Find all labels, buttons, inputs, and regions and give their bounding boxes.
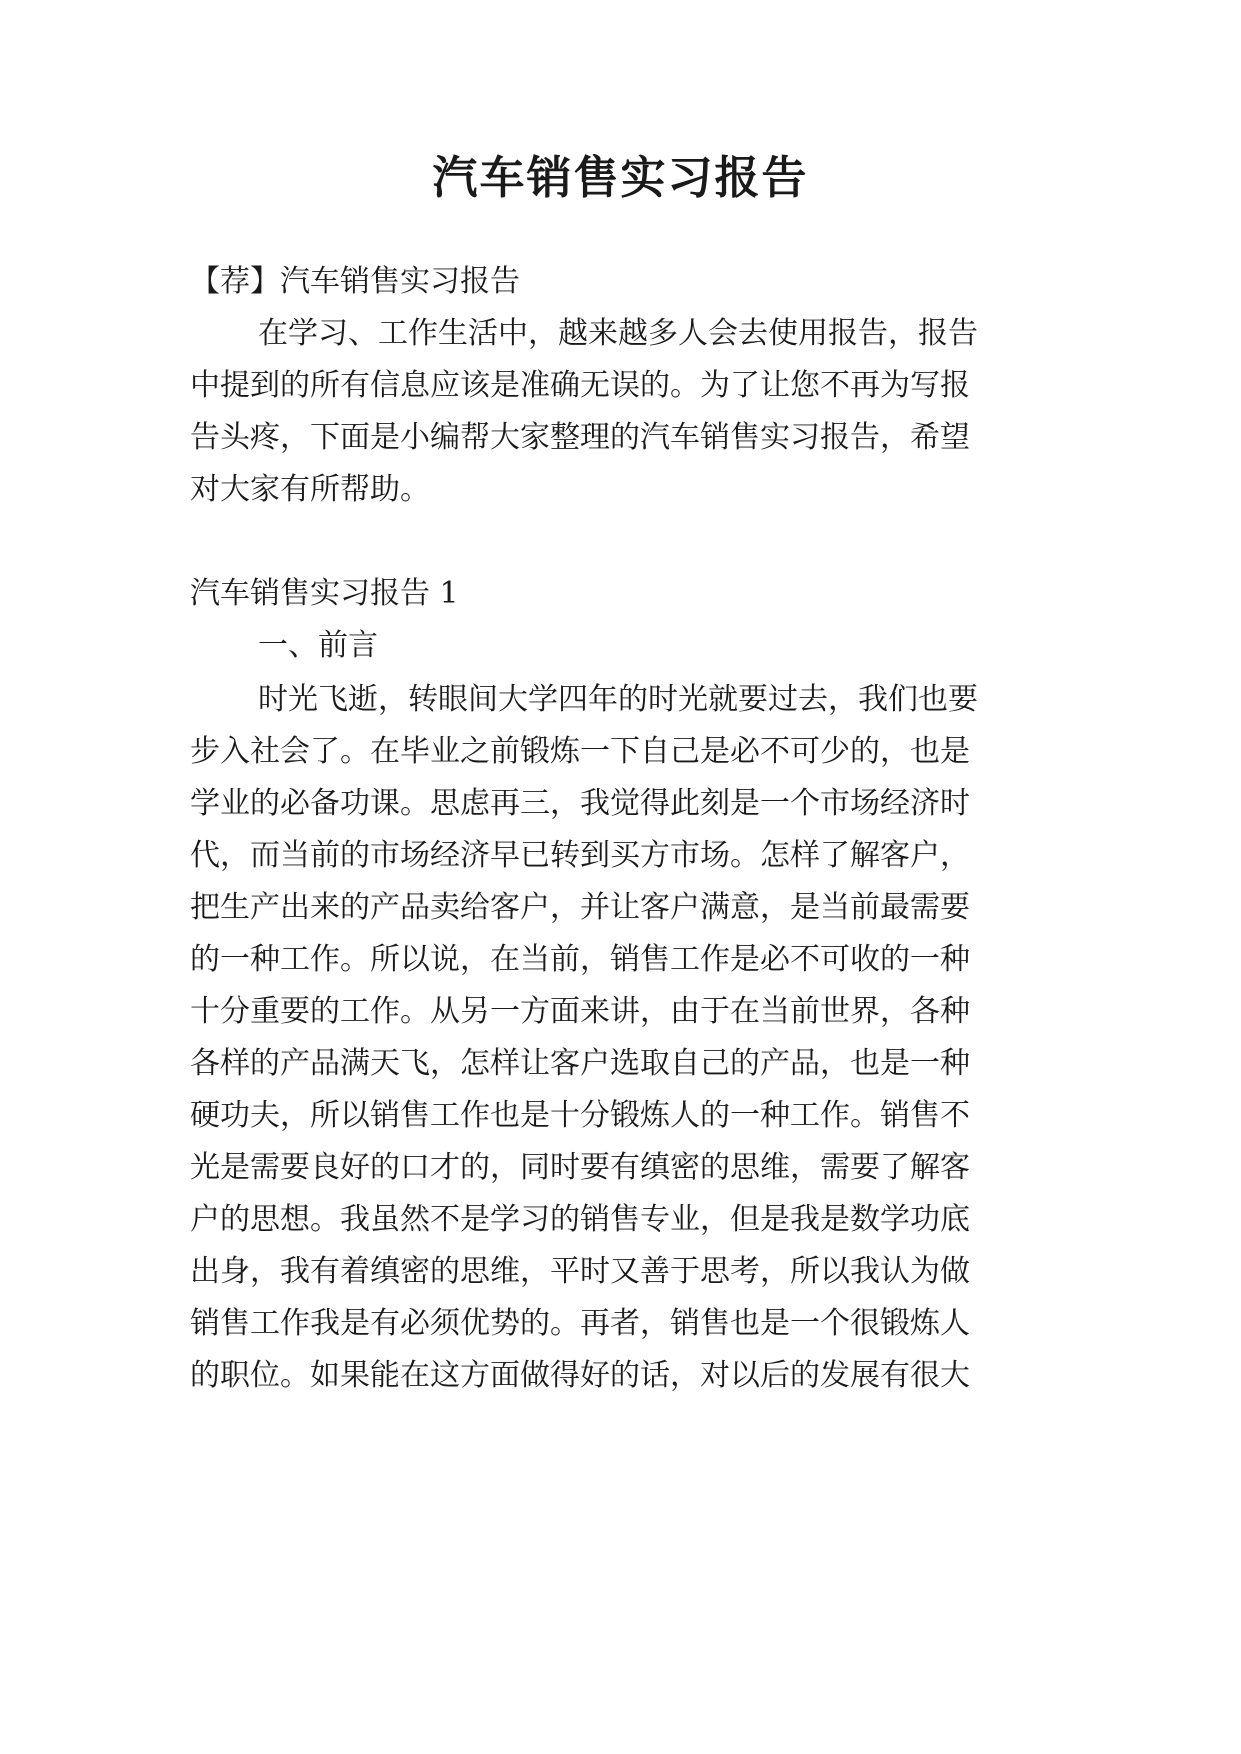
body-line-4: 代，而当前的市场经济早已转到买方市场。怎样了解客户， [190,838,970,873]
intro-line-1: 在学习、工作生活中，越来越多人会去使用报告，报告 [258,316,978,351]
body-line-10: 光是需要良好的口才的，同时要有缜密的思维，需要了解客 [190,1150,970,1185]
body-line-9: 硬功夫，所以销售工作也是十分锻炼人的一种工作。销售不 [190,1098,970,1133]
intro-line-3: 告头疼，下面是小编帮大家整理的汽车销售实习报告，希望 [190,420,970,455]
body-line-12: 出身，我有着缜密的思维，平时又善于思考，所以我认为做 [190,1254,970,1289]
body-line-2: 步入社会了。在毕业之前锻炼一下自己是必不可少的，也是 [190,734,970,769]
body-line-8: 各样的产品满天飞，怎样让客户选取自己的产品，也是一种 [190,1046,970,1081]
section-heading: 汽车销售实习报告 1 [190,576,459,611]
body-line-5: 把生产出来的产品卖给客户，并让客户满意，是当前最需要 [190,890,970,925]
body-line-11: 户的思想。我虽然不是学习的销售专业，但是我是数学功底 [190,1202,970,1237]
body-line-6: 的一种工作。所以说，在当前，销售工作是必不可收的一种 [190,942,970,977]
intro-line-4: 对大家有所帮助。 [190,472,430,507]
body-line-14: 的职位。如果能在这方面做得好的话，对以后的发展有很大 [190,1358,970,1393]
document-title: 汽车销售实习报告 [432,151,809,204]
body-line-1: 时光飞逝，转眼间大学四年的时光就要过去，我们也要 [258,682,978,717]
body-line-7: 十分重要的工作。从另一方面来讲，由于在当前世界，各种 [190,994,970,1029]
subheading: 一、前言 [258,628,378,663]
intro-line-2: 中提到的所有信息应该是准确无误的。为了让您不再为写报 [190,368,970,403]
body-line-3: 学业的必备功课。思虑再三，我觉得此刻是一个市场经济时 [190,786,970,821]
recommend-line: 【荐】汽车销售实习报告 [190,264,520,299]
body-line-13: 销售工作我是有必须优势的。再者，销售也是一个很锻炼人 [190,1306,970,1341]
